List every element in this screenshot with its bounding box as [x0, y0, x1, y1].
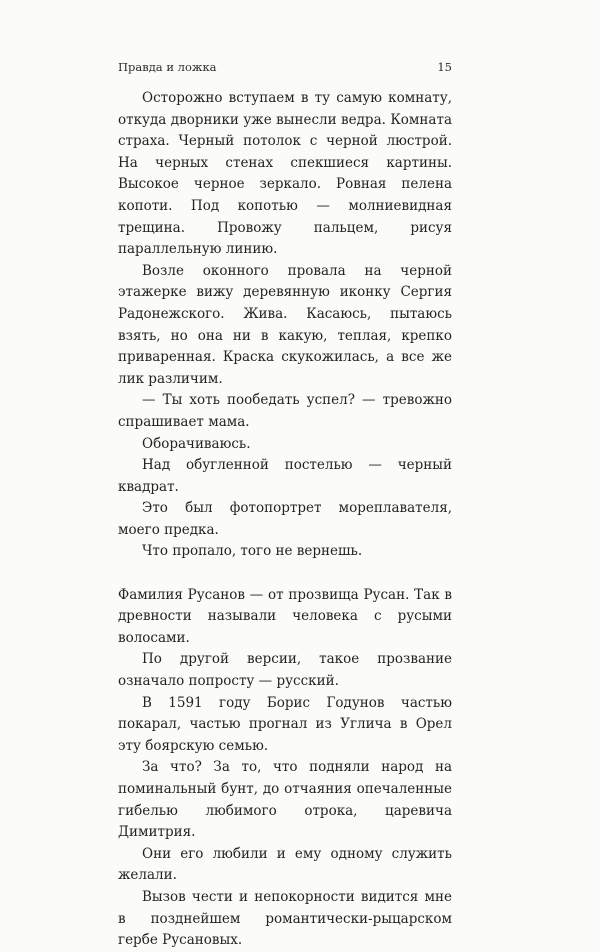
paragraph: Оборачиваюсь.	[142, 435, 251, 452]
section-break	[118, 563, 452, 585]
paragraph: Возле оконного провала на черной этажерке вижу деревянную иконку Сергия Радонежского. Жива. Касаюсь, пытаюсь взять, но она ни в какую, теплая, крепко приваренная. Краска скукожилась, а все же лик различим.	[118, 262, 452, 387]
paragraph: В 1591 году Борис Годунов частью покарал, частью прогнал из Углича в Орел эту боярскую семью.	[118, 694, 452, 754]
page-number: 15	[437, 60, 452, 74]
paragraph: Фамилия Русанов — от прозвища Русан. Так в древности называли человека с русыми волосами.	[118, 586, 452, 646]
paragraph: Это был фотопортрет мореплавателя, моего предка.	[118, 500, 452, 538]
paragraph: Они его любили и ему одному служить желали.	[118, 845, 452, 884]
paragraph: За что? За то, что подняли народ на поминальный бунт, до отчаяния опечаленные гибелью любимого отрока, царевича Димитрия.	[118, 759, 452, 841]
section-surname	[118, 585, 452, 952]
running-head-title: Правда и ложка	[118, 60, 217, 74]
section-fire	[118, 88, 452, 563]
paragraph: Вызов чести и непокорности видится мне в позднейшем романтически-рыцарском гербе Русановых.	[118, 888, 452, 949]
page-body	[118, 88, 452, 952]
paragraph: Над обугленной постелью — черный квадрат.	[118, 457, 452, 495]
paragraph: — Ты хоть пообедать успел? — тревожно спрашивает мама.	[118, 392, 452, 430]
paragraph: Что пропало, того не вернешь.	[142, 543, 363, 560]
paragraph: По другой версии, такое прозвание означало попросту — русский.	[118, 651, 452, 690]
paragraph: Осторожно вступаем в ту самую комнату, откуда дворники уже вынесли ведра. Комната страха. Черный потолок с черной люстрой. На черных стенах спекшиеся картины. Высокое черное зеркало. Ровная пелена копоти. Под копотью — молниевидная трещина. Провожу пальцем, рисуя параллельную линию.	[118, 90, 452, 258]
running-head	[118, 60, 452, 80]
